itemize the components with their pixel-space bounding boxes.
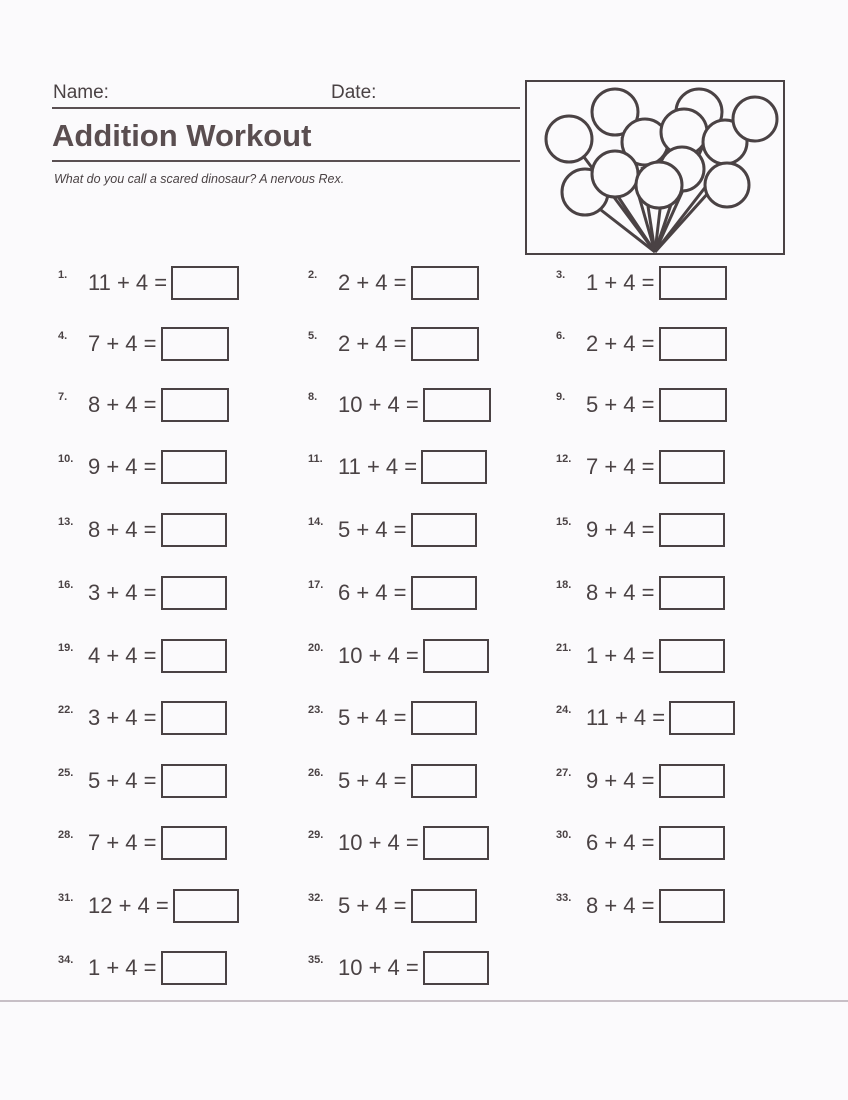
problem-expression: 10 + 4 = — [338, 643, 419, 668]
problem-expression: 11 + 4 = — [88, 270, 168, 295]
answer-box[interactable] — [411, 513, 477, 547]
title-underline — [52, 160, 520, 162]
problem-12 — [556, 449, 725, 485]
answer-box[interactable] — [411, 764, 477, 798]
balloons-icon — [527, 82, 783, 253]
answer-box[interactable] — [161, 450, 227, 484]
answer-box[interactable] — [659, 639, 725, 673]
answer-box[interactable] — [659, 764, 725, 798]
problem-expression: 10 + 4 = — [338, 955, 419, 980]
answer-box[interactable] — [173, 889, 239, 923]
problem-13 — [58, 512, 227, 548]
problem-5 — [308, 326, 479, 362]
problem-31 — [58, 888, 239, 924]
problem-number: 14. — [308, 516, 324, 528]
problem-number: 31. — [58, 892, 74, 904]
answer-box[interactable] — [423, 951, 489, 985]
problem-number: 23. — [308, 704, 324, 716]
problem-14 — [308, 512, 477, 548]
answer-box[interactable] — [659, 826, 725, 860]
problem-number: 22. — [58, 704, 74, 716]
problem-9 — [556, 387, 727, 423]
answer-box[interactable] — [161, 388, 229, 422]
answer-box[interactable] — [161, 701, 227, 735]
problem-number: 5. — [308, 330, 318, 342]
problem-expression: 5 + 4 = — [338, 893, 407, 918]
problem-expression: 5 + 4 = — [338, 705, 407, 730]
answer-box[interactable] — [659, 266, 727, 300]
problem-number: 21. — [556, 642, 572, 654]
problem-8 — [308, 387, 491, 423]
problem-expression: 2 + 4 = — [338, 331, 407, 356]
problem-expression: 2 + 4 = — [338, 270, 407, 295]
problem-number: 11. — [308, 453, 323, 465]
answer-box[interactable] — [423, 639, 489, 673]
problem-20 — [308, 638, 489, 674]
answer-box[interactable] — [421, 450, 487, 484]
problem-expression: 12 + 4 = — [88, 893, 169, 918]
problem-number: 27. — [556, 767, 572, 779]
problem-expression: 4 + 4 = — [88, 643, 157, 668]
problem-2 — [308, 265, 479, 301]
problem-35 — [308, 950, 489, 986]
problem-29 — [308, 825, 489, 861]
answer-box[interactable] — [171, 266, 239, 300]
answer-box[interactable] — [669, 701, 735, 735]
problem-number: 30. — [556, 829, 572, 841]
problem-number: 7. — [58, 391, 68, 403]
problem-number: 6. — [556, 330, 566, 342]
problem-number: 12. — [556, 453, 572, 465]
problem-expression: 6 + 4 = — [586, 830, 655, 855]
problem-expression: 10 + 4 = — [338, 392, 419, 417]
problem-expression: 1 + 4 = — [586, 270, 655, 295]
problem-6 — [556, 326, 727, 362]
answer-box[interactable] — [411, 701, 477, 735]
problem-16 — [58, 575, 227, 611]
problem-expression: 3 + 4 = — [88, 705, 157, 730]
problem-28 — [58, 825, 227, 861]
balloons-illustration — [525, 80, 785, 255]
problem-expression: 2 + 4 = — [586, 331, 655, 356]
answer-box[interactable] — [411, 327, 479, 361]
answer-box[interactable] — [659, 327, 727, 361]
answer-box[interactable] — [161, 513, 227, 547]
problem-number: 32. — [308, 892, 324, 904]
problem-number: 35. — [308, 954, 324, 966]
problem-22 — [58, 700, 227, 736]
problem-expression: 6 + 4 = — [338, 580, 407, 605]
answer-box[interactable] — [659, 889, 725, 923]
problem-expression: 7 + 4 = — [88, 830, 157, 855]
answer-box[interactable] — [161, 327, 229, 361]
answer-box[interactable] — [411, 266, 479, 300]
problem-26 — [308, 763, 477, 799]
name-date-row — [53, 82, 520, 104]
problem-number: 25. — [58, 767, 74, 779]
problem-expression: 10 + 4 = — [338, 830, 419, 855]
answer-box[interactable] — [659, 450, 725, 484]
date-label: Date: — [331, 82, 377, 103]
problem-number: 1. — [58, 269, 68, 281]
answer-box[interactable] — [161, 826, 227, 860]
problem-27 — [556, 763, 725, 799]
problem-number: 16. — [58, 579, 74, 591]
problem-7 — [58, 387, 229, 423]
problem-19 — [58, 638, 227, 674]
problem-number: 17. — [308, 579, 324, 591]
answer-box[interactable] — [423, 388, 491, 422]
problem-number: 10. — [58, 453, 74, 465]
problem-expression: 3 + 4 = — [88, 580, 157, 605]
answer-box[interactable] — [411, 576, 477, 610]
problem-33 — [556, 888, 725, 924]
answer-box[interactable] — [161, 639, 227, 673]
problem-34 — [58, 950, 227, 986]
answer-box[interactable] — [659, 576, 725, 610]
problem-18 — [556, 575, 725, 611]
problem-30 — [556, 825, 725, 861]
problem-number: 15. — [556, 516, 572, 528]
problem-number: 34. — [58, 954, 74, 966]
problem-number: 3. — [556, 269, 566, 281]
problem-number: 19. — [58, 642, 74, 654]
problem-expression: 5 + 4 = — [88, 768, 157, 793]
page-bottom-rule — [0, 1000, 848, 1002]
problem-number: 4. — [58, 330, 68, 342]
problem-expression: 8 + 4 = — [586, 580, 655, 605]
answer-box[interactable] — [659, 388, 727, 422]
problem-4 — [58, 326, 229, 362]
problem-expression: 7 + 4 = — [88, 331, 157, 356]
answer-box[interactable] — [161, 576, 227, 610]
problem-number: 2. — [308, 269, 318, 281]
problem-expression: 8 + 4 = — [88, 517, 157, 542]
problem-expression: 7 + 4 = — [586, 454, 655, 479]
answer-box[interactable] — [161, 764, 227, 798]
problem-expression: 9 + 4 = — [586, 517, 655, 542]
answer-box[interactable] — [161, 951, 227, 985]
problem-expression: 5 + 4 = — [586, 392, 655, 417]
problem-24 — [556, 700, 735, 736]
problem-10 — [58, 449, 227, 485]
problem-expression: 9 + 4 = — [88, 454, 157, 479]
problem-expression: 8 + 4 = — [586, 893, 655, 918]
problem-expression: 1 + 4 = — [88, 955, 157, 980]
problem-15 — [556, 512, 725, 548]
problem-3 — [556, 265, 727, 301]
problem-21 — [556, 638, 725, 674]
problem-number: 28. — [58, 829, 74, 841]
problem-expression: 9 + 4 = — [586, 768, 655, 793]
problem-number: 8. — [308, 391, 318, 403]
problem-17 — [308, 575, 477, 611]
problem-expression: 1 + 4 = — [586, 643, 655, 668]
problem-expression: 8 + 4 = — [88, 392, 157, 417]
problem-23 — [308, 700, 477, 736]
problem-number: 33. — [556, 892, 572, 904]
problem-32 — [308, 888, 477, 924]
problem-number: 20. — [308, 642, 324, 654]
problem-number: 26. — [308, 767, 324, 779]
problem-11 — [308, 449, 487, 485]
problem-expression: 11 + 4 = — [338, 454, 418, 479]
problem-expression: 5 + 4 = — [338, 517, 407, 542]
problem-number: 24. — [556, 704, 572, 716]
problem-number: 29. — [308, 829, 324, 841]
problem-25 — [58, 763, 227, 799]
problem-number: 9. — [556, 391, 566, 403]
problem-number: 18. — [556, 579, 572, 591]
problem-number: 13. — [58, 516, 74, 528]
answer-box[interactable] — [411, 889, 477, 923]
joke-text: What do you call a scared dinosaur? A nervous Rex. — [54, 172, 345, 186]
worksheet-title: Addition Workout — [52, 118, 312, 153]
problem-expression: 5 + 4 = — [338, 768, 407, 793]
problem-1 — [58, 265, 239, 301]
problem-expression: 11 + 4 = — [586, 705, 666, 730]
answer-box[interactable] — [423, 826, 489, 860]
name-underline — [52, 107, 520, 109]
answer-box[interactable] — [659, 513, 725, 547]
name-label: Name: — [53, 82, 109, 103]
